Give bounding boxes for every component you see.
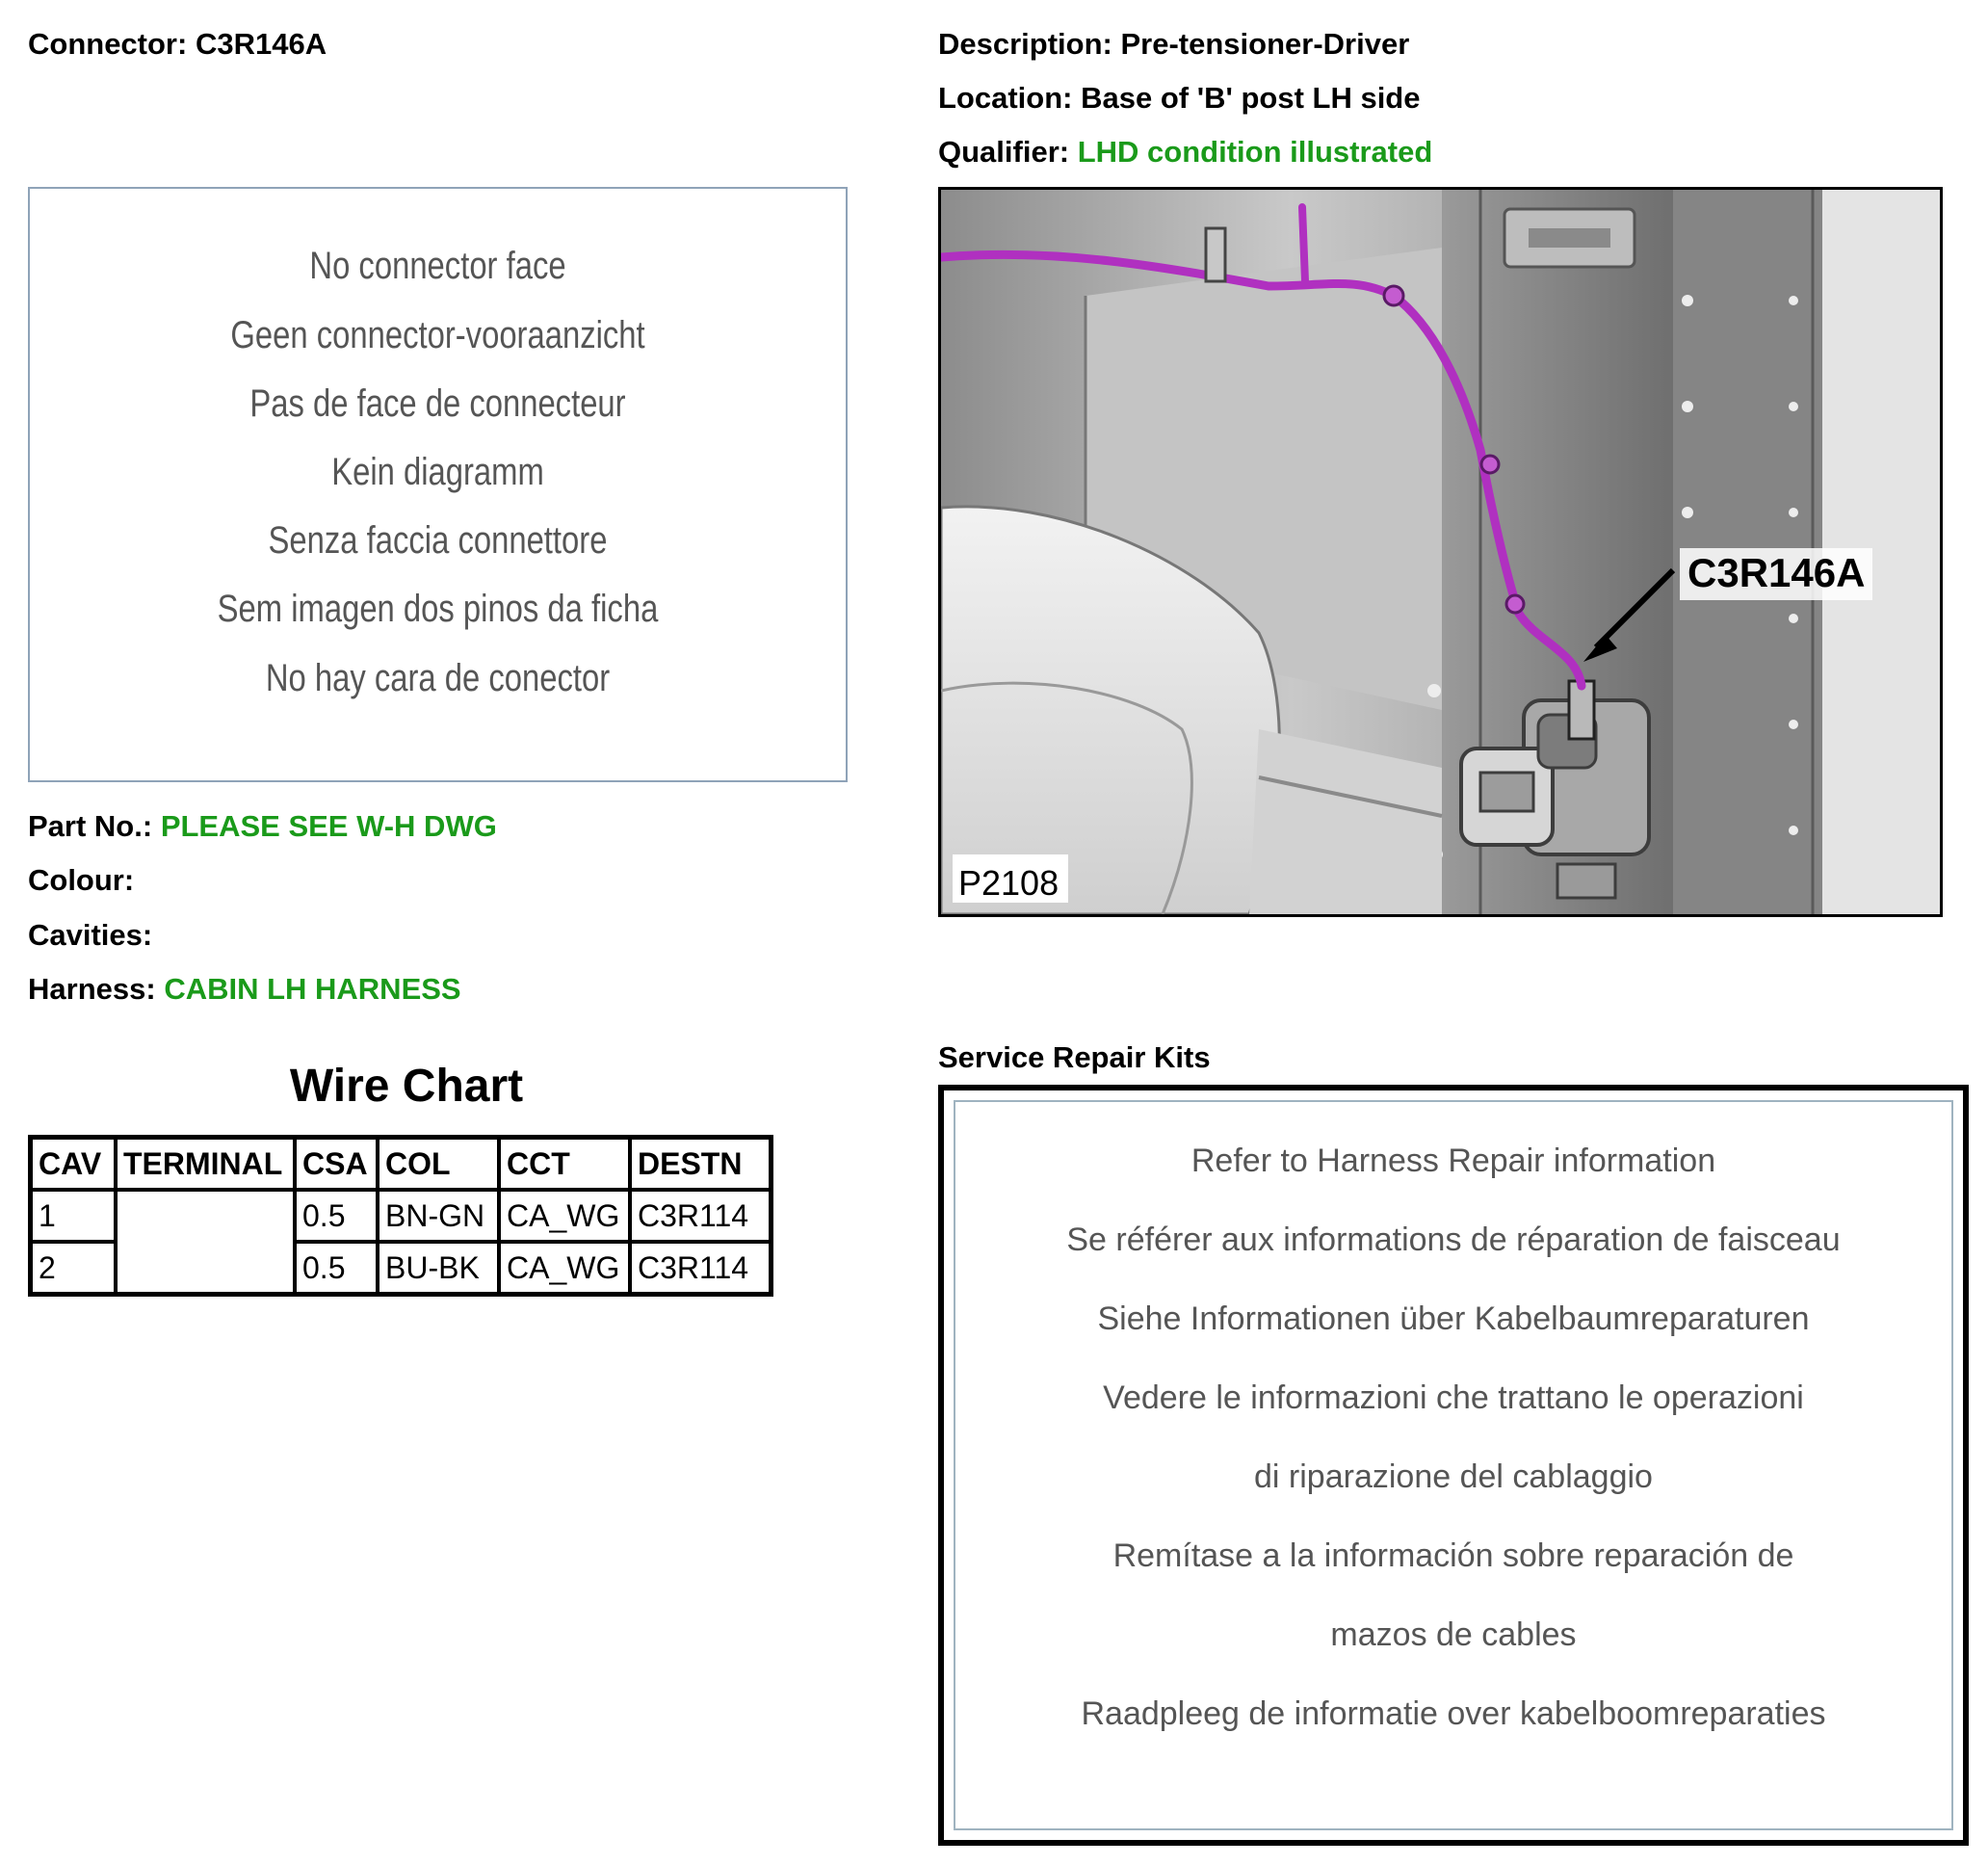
service-kit-line: Se référer aux informations de réparation de faisceau xyxy=(1066,1221,1841,1258)
service-kits-inner xyxy=(954,1100,1953,1830)
cell-cct: CA_WG xyxy=(499,1190,630,1242)
qualifier-value: LHD condition illustrated xyxy=(1077,135,1433,169)
no-face-line: No connector face xyxy=(309,245,566,287)
description-label: Description: xyxy=(938,27,1112,61)
part-no-label: Part No.: xyxy=(28,809,153,843)
cell-col: BU-BK xyxy=(378,1242,499,1295)
cell-cav: 1 xyxy=(31,1190,117,1242)
no-face-line: Pas de face de connecteur xyxy=(249,382,626,425)
location-label: Location: xyxy=(938,81,1073,115)
service-kit-line: Siehe Informationen über Kabelbaumreparaturen xyxy=(1097,1300,1810,1337)
cell-destn: C3R114 xyxy=(630,1190,772,1242)
part-no-field xyxy=(28,809,497,844)
service-kit-line: Vedere le informazioni che trattano le operazioni xyxy=(1103,1379,1804,1416)
cell-csa: 0.5 xyxy=(295,1242,378,1295)
table-row xyxy=(31,1190,772,1242)
service-kits-title: Service Repair Kits xyxy=(938,1040,1211,1074)
cell-terminal xyxy=(116,1190,295,1295)
header-destn: DESTN xyxy=(630,1138,772,1191)
location-illustration xyxy=(941,190,1940,914)
no-face-line: Geen connector-vooraanzicht xyxy=(230,314,645,356)
qualifier-label: Qualifier: xyxy=(938,135,1070,169)
service-kit-line: Remítase a la información sobre reparación de xyxy=(1112,1537,1794,1574)
header-col: COL xyxy=(378,1138,499,1191)
image-ref-label: P2108 xyxy=(958,863,1059,903)
connector-face-panel xyxy=(28,187,848,782)
no-face-line: No hay cara de conector xyxy=(265,657,611,699)
description-value: Pre-tensioner-Driver xyxy=(1120,27,1410,61)
location-value: Base of 'B' post LH side xyxy=(1081,81,1421,115)
wire-chart-title: Wire Chart xyxy=(289,1061,524,1112)
location-field xyxy=(938,81,1420,116)
cell-col: BN-GN xyxy=(378,1190,499,1242)
part-no-value: PLEASE SEE W-H DWG xyxy=(160,809,497,843)
cavities-field xyxy=(28,918,152,953)
service-kit-line: di riparazione del cablaggio xyxy=(1254,1458,1653,1495)
header-cct: CCT xyxy=(499,1138,630,1191)
cell-csa: 0.5 xyxy=(295,1190,378,1242)
cell-destn: C3R114 xyxy=(630,1242,772,1295)
colour-label: Colour: xyxy=(28,863,135,897)
cell-cav: 2 xyxy=(31,1242,117,1295)
qualifier-field xyxy=(938,135,1432,170)
wire-chart-table xyxy=(28,1135,773,1297)
header-terminal: TERMINAL xyxy=(116,1138,295,1191)
description-field xyxy=(938,27,1409,62)
header-csa: CSA xyxy=(295,1138,378,1191)
header-cav: CAV xyxy=(31,1138,117,1191)
no-face-line: Senza faccia connettore xyxy=(268,519,608,562)
service-kits-panel xyxy=(938,1085,1969,1846)
location-image xyxy=(938,187,1943,917)
service-kit-line: mazos de cables xyxy=(1330,1616,1577,1653)
connector-value: C3R146A xyxy=(195,27,327,61)
no-face-line: Sem imagen dos pinos da ficha xyxy=(217,588,659,630)
harness-value: CABIN LH HARNESS xyxy=(164,972,461,1006)
service-kit-line: Raadpleeg de informatie over kabelboomreparaties xyxy=(1081,1695,1826,1732)
colour-field xyxy=(28,863,134,898)
image-callout-label: C3R146A xyxy=(1687,550,1866,595)
wire-chart-header-row xyxy=(31,1138,772,1191)
connector-field xyxy=(28,27,327,62)
cavities-label: Cavities: xyxy=(28,918,153,952)
harness-field xyxy=(28,972,461,1007)
no-face-line: Kein diagramm xyxy=(331,451,544,493)
service-kit-line: Refer to Harness Repair information xyxy=(1190,1143,1716,1179)
harness-label: Harness: xyxy=(28,972,156,1006)
cell-cct: CA_WG xyxy=(499,1242,630,1295)
connector-label: Connector: xyxy=(28,27,188,61)
